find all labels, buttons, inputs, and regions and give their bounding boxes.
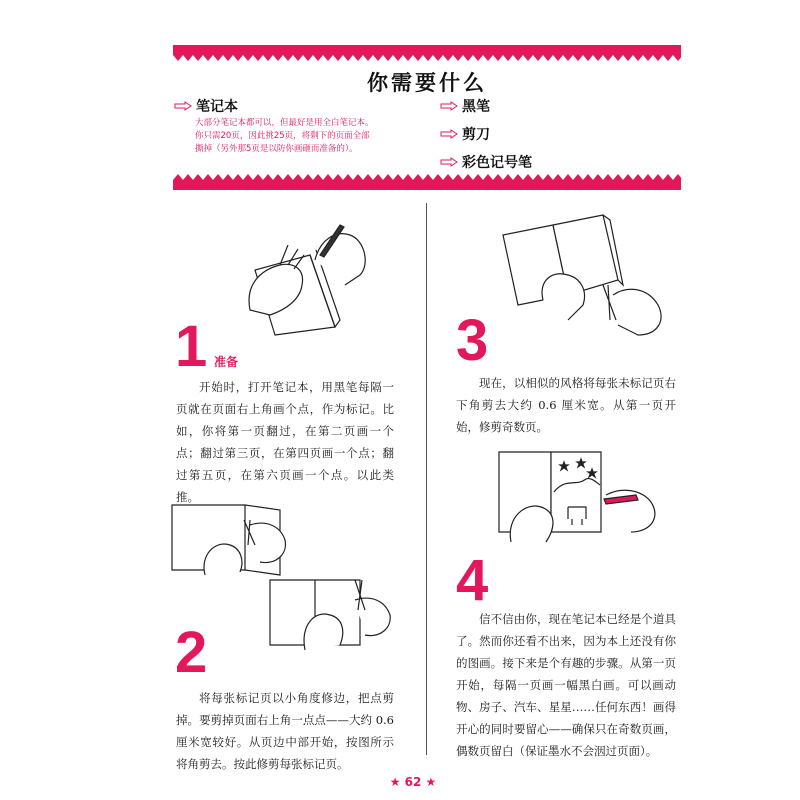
step-3-text: 现在，以相似的风格将每张未标记页右下角剪去大约 0.6 厘米宽。从第一页开始，修剪奇数页。 [456, 376, 676, 434]
illustration-drawing-pictures [496, 447, 666, 557]
pointing-hand-icon [440, 101, 458, 111]
column-divider [426, 203, 427, 755]
need-item-black-pen: 黑笔 [462, 99, 490, 115]
step-3-number: 3 [456, 308, 489, 373]
step-1-number: 1 [175, 314, 208, 379]
need-item-notebook-desc: 大部分笔记本都可以，但最好是用全白笔记本。你只需20页，因此挑25页，将剩下的页面全部撕掉（另外那5页是以防你画砸而准备的）。 [195, 118, 374, 154]
step-4-number: 4 [456, 548, 489, 613]
step-2-text: 将每张标记页以小角度修边，把点剪掉。要剪掉页面右上角一点点——大约 0.6 厘米宽较好。从页边中部开始，按图所示将角剪去。按此修剪每张标记页。 [176, 691, 394, 771]
illustration-trimming-odd-pages [498, 210, 673, 350]
band-zigzag [173, 174, 681, 180]
page-number: ★ 62 ★ [389, 775, 437, 789]
pointing-hand-icon [440, 129, 458, 139]
band-zigzag [173, 55, 681, 61]
pointing-hand-icon [440, 157, 458, 167]
need-item-scissors: 剪刀 [462, 127, 490, 143]
need-item-markers: 彩色记号笔 [462, 155, 532, 171]
header-bottom-band [173, 180, 681, 190]
header-title: 你需要什么 [367, 71, 487, 95]
illustration-marking-pages [240, 215, 380, 340]
step-1-title: 准备 [214, 355, 239, 369]
step-4-text: 信不信由你，现在笔记本已经是个道具了。然而你还看不出来，因为本上还没有你的图画。接下来是个有趣的步骤。从第一页开始，每隔一页画一幅黑白画。可以画动物、房子、汽车、星星……任何东西！画得开心的同时要留心——确保只在奇数页画，偶数页留白（保证墨水不会洇过页面）。 [456, 612, 676, 758]
header-top-band [173, 45, 681, 55]
step-1-text: 开始时，打开笔记本，用黑笔每隔一页就在页面右上角画个点，作为标记。比如，你将第一页翻过，在第二页画一个点；翻过第三页，在第四页画一个点；翻过第五页，在第六页画一个点。以此类推。 [176, 380, 394, 504]
step-2-number: 2 [175, 620, 208, 685]
need-item-notebook: 笔记本 [196, 99, 238, 115]
pointing-hand-icon [174, 101, 192, 111]
